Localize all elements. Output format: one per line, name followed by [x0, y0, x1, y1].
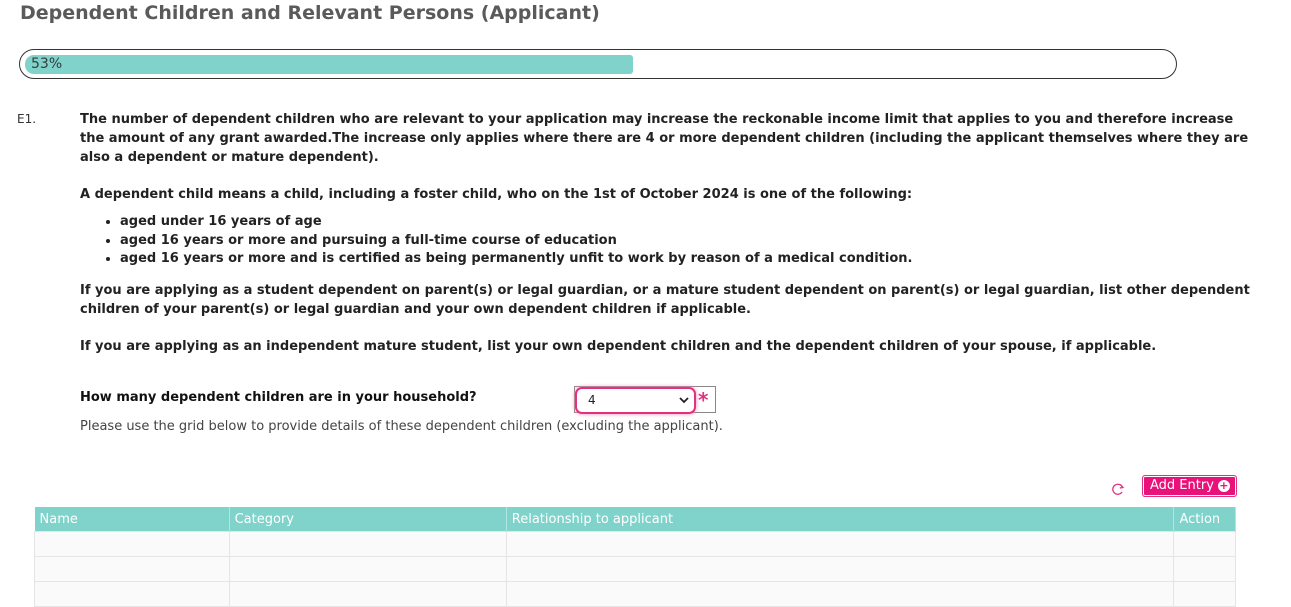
dependents-grid — [34, 507, 1236, 607]
criteria-item: • aged 16 years or more and pursuing a full-time course of education — [120, 232, 1260, 251]
add-entry-label: Add Entry — [1150, 478, 1214, 493]
table-cell — [1174, 557, 1236, 582]
question-content — [80, 110, 1260, 356]
criteria-item: • aged under 16 years of age — [120, 213, 1260, 232]
column-header-category[interactable]: Category — [229, 507, 506, 532]
children-count-select[interactable] — [575, 387, 696, 414]
progress-fill — [25, 55, 633, 74]
column-header-relationship[interactable]: Relationship to applicant — [506, 507, 1174, 532]
table-row — [35, 532, 1236, 557]
column-header-action: Action — [1174, 507, 1236, 532]
table-cell — [229, 532, 506, 557]
grid-header-row — [35, 507, 1236, 532]
chevron-down-icon — [679, 389, 689, 420]
table-cell — [35, 557, 230, 582]
table-cell — [35, 532, 230, 557]
plus-circle-icon: + — [1219, 479, 1229, 492]
independent-note: If you are applying as an independent mature student, list your own dependent children and the dependent children of your spouse, if applicable. — [80, 338, 1157, 354]
column-header-name[interactable]: Name — [35, 507, 230, 532]
required-marker: * — [698, 388, 709, 412]
student-note: If you are applying as a student dependent on parent(s) or legal guardian, or a mature student dependent on parent(s) or legal guardian, list other dependent children of your parent(s) or legal guardian and your own dependent children if applicable. — [80, 282, 1250, 317]
criteria-list — [80, 213, 1260, 269]
table-cell — [1174, 532, 1236, 557]
page-title: Dependent Children and Relevant Persons (Applicant) — [20, 2, 600, 24]
progress-label: 53% — [31, 56, 63, 72]
table-cell — [35, 582, 230, 607]
progress-bar — [19, 49, 1177, 79]
children-count-label: How many dependent children are in your household? — [80, 390, 477, 405]
refresh-icon[interactable] — [1110, 481, 1126, 497]
table-row — [35, 557, 1236, 582]
children-count-value: 4 — [588, 393, 596, 407]
table-cell — [506, 532, 1174, 557]
table-cell — [229, 557, 506, 582]
criteria-item: • aged 16 years or more and is certified as being permanently unfit to work by reason of a medical condition. — [120, 250, 1260, 269]
definition-text: A dependent child means a child, including a foster child, who on the 1st of October 2024 is one of the following: — [80, 187, 913, 202]
question-row — [80, 386, 477, 405]
table-cell — [1174, 582, 1236, 607]
children-count-field — [574, 386, 716, 413]
question-number: E1. — [17, 112, 37, 126]
intro-text: The number of dependent children who are relevant to your application may increase the reckonable income limit that applies to you and therefore increase the amount of any grant awarded.The increase only applies where there are 4 or more dependent children (including the applicant themselves where they are also a dependent or mature dependent). — [80, 112, 1249, 165]
table-cell — [229, 582, 506, 607]
table-row — [35, 582, 1236, 607]
table-cell — [506, 582, 1174, 607]
table-cell — [506, 557, 1174, 582]
add-entry-button[interactable] — [1142, 475, 1237, 497]
grid-hint: Please use the grid below to provide details of these dependent children (excluding the applicant). — [80, 419, 723, 434]
